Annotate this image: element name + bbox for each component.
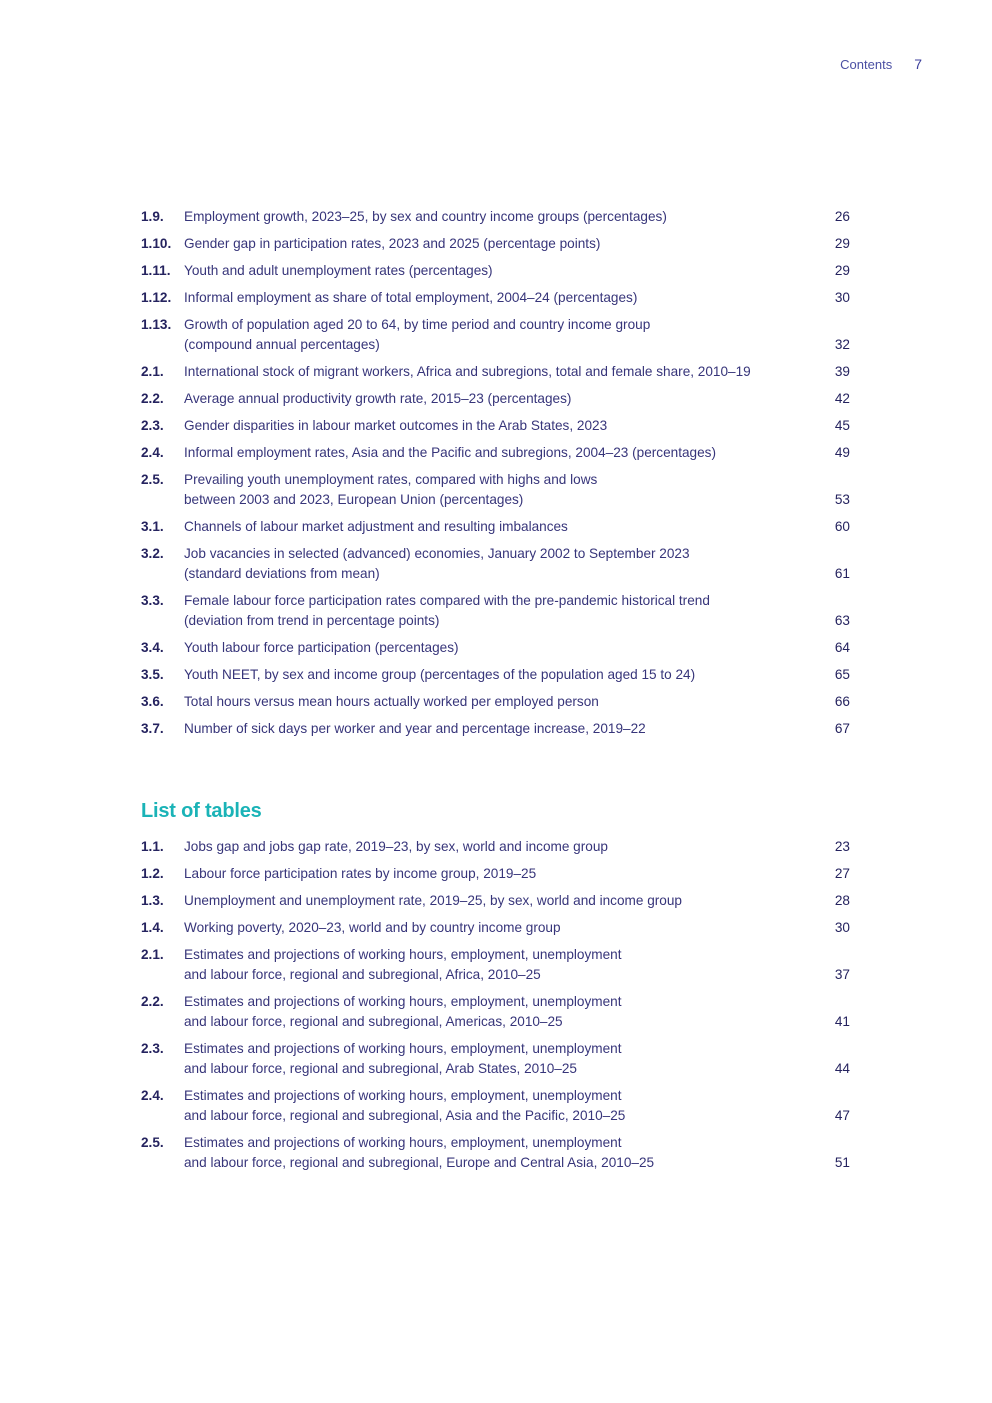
table-title-line: and labour force, regional and subregional, Arab States, 2010–25 xyxy=(184,1061,577,1076)
table-number: 1.1. xyxy=(141,839,164,854)
figure-number: 2.3. xyxy=(141,418,164,433)
figure-entry[interactable] xyxy=(141,416,851,436)
table-title-line: Estimates and projections of working hours, employment, unemployment xyxy=(184,947,622,962)
figure-title xyxy=(184,719,814,739)
table-number: 2.2. xyxy=(141,994,164,1009)
figure-number: 2.1. xyxy=(141,364,164,379)
figure-page-number: 49 xyxy=(834,445,850,460)
figure-title xyxy=(184,638,814,658)
figure-title-line: Informal employment rates, Asia and the Pacific and subregions, 2004–23 (percentages) xyxy=(184,445,716,460)
header-section-label: Contents xyxy=(840,57,893,72)
figure-title-line: International stock of migrant workers, Africa and subregions, total and female share, 2010–19 xyxy=(184,364,751,379)
table-title xyxy=(184,891,814,911)
figure-entry[interactable] xyxy=(141,261,851,281)
figure-number: 3.5. xyxy=(141,667,164,682)
figure-number: 3.3. xyxy=(141,593,164,608)
figure-number: 3.2. xyxy=(141,546,164,561)
figure-title xyxy=(184,517,814,537)
figure-title xyxy=(184,416,814,436)
figure-entry[interactable] xyxy=(141,234,851,254)
table-number: 1.2. xyxy=(141,866,164,881)
figure-number: 1.9. xyxy=(141,209,164,224)
list-of-figures xyxy=(141,207,851,746)
table-number: 2.4. xyxy=(141,1088,164,1103)
figure-title xyxy=(184,591,814,631)
table-entry[interactable] xyxy=(141,1133,851,1173)
figure-page-number: 29 xyxy=(834,236,850,251)
figure-page-number: 30 xyxy=(834,290,850,305)
figure-entry[interactable] xyxy=(141,719,851,739)
figure-entry[interactable] xyxy=(141,443,851,463)
table-page-number: 44 xyxy=(834,1061,850,1076)
figure-number: 3.4. xyxy=(141,640,164,655)
table-entry[interactable] xyxy=(141,945,851,985)
figure-title xyxy=(184,288,814,308)
table-number: 2.1. xyxy=(141,947,164,962)
figure-number: 2.5. xyxy=(141,472,164,487)
figure-title-line: Growth of population aged 20 to 64, by time period and country income group xyxy=(184,317,651,332)
table-title-line: Unemployment and unemployment rate, 2019–25, by sex, world and income group xyxy=(184,893,682,908)
figure-page-number: 32 xyxy=(834,337,850,352)
figure-title xyxy=(184,470,814,510)
table-title-line: Estimates and projections of working hours, employment, unemployment xyxy=(184,1088,622,1103)
tables-heading: List of tables xyxy=(141,800,262,822)
figure-title-line: Gender disparities in labour market outcomes in the Arab States, 2023 xyxy=(184,418,608,433)
running-header xyxy=(840,56,922,72)
figure-entry[interactable] xyxy=(141,692,851,712)
table-title-line: Working poverty, 2020–23, world and by country income group xyxy=(184,920,561,935)
figure-number: 3.7. xyxy=(141,721,164,736)
figure-entry[interactable] xyxy=(141,517,851,537)
figure-entry[interactable] xyxy=(141,288,851,308)
figure-number: 1.10. xyxy=(141,236,172,251)
figure-page-number: 29 xyxy=(834,263,850,278)
figure-page-number: 65 xyxy=(834,667,850,682)
figure-title xyxy=(184,234,814,254)
table-title-line: and labour force, regional and subregional, Europe and Central Asia, 2010–25 xyxy=(184,1155,655,1170)
table-entry[interactable] xyxy=(141,837,851,857)
table-title-line: Estimates and projections of working hours, employment, unemployment xyxy=(184,994,622,1009)
table-title xyxy=(184,945,814,985)
figure-number: 3.1. xyxy=(141,519,164,534)
figure-entry[interactable] xyxy=(141,389,851,409)
table-entry[interactable] xyxy=(141,918,851,938)
figure-page-number: 64 xyxy=(834,640,850,655)
table-entry[interactable] xyxy=(141,992,851,1032)
figure-page-number: 67 xyxy=(834,721,850,736)
table-page-number: 37 xyxy=(834,967,850,982)
figure-title-line: Job vacancies in selected (advanced) economies, January 2002 to September 2023 xyxy=(184,546,690,561)
table-page-number: 23 xyxy=(834,839,850,854)
figure-title-line: Youth labour force participation (percentages) xyxy=(184,640,459,655)
figure-title-line: between 2003 and 2023, European Union (percentages) xyxy=(184,492,524,507)
table-title xyxy=(184,837,814,857)
figure-title xyxy=(184,315,814,355)
figure-title-line: Channels of labour market adjustment and resulting imbalances xyxy=(184,519,568,534)
figure-title-line: Average annual productivity growth rate, 2015–23 (percentages) xyxy=(184,391,572,406)
table-title xyxy=(184,918,814,938)
figure-page-number: 42 xyxy=(834,391,850,406)
figure-title-line: Prevailing youth unemployment rates, compared with highs and lows xyxy=(184,472,598,487)
table-title-line: and labour force, regional and subregional, Africa, 2010–25 xyxy=(184,967,541,982)
figure-title-line: Youth and adult unemployment rates (percentages) xyxy=(184,263,493,278)
table-title xyxy=(184,864,814,884)
figure-page-number: 53 xyxy=(834,492,850,507)
table-entry[interactable] xyxy=(141,1039,851,1079)
figure-title-line: Total hours versus mean hours actually worked per employed person xyxy=(184,694,599,709)
figure-title-line: (compound annual percentages) xyxy=(184,337,380,352)
table-title-line: Estimates and projections of working hours, employment, unemployment xyxy=(184,1041,622,1056)
figure-entry[interactable] xyxy=(141,665,851,685)
figure-title xyxy=(184,665,814,685)
table-title xyxy=(184,992,814,1032)
table-page-number: 51 xyxy=(834,1155,850,1170)
table-title-line: Labour force participation rates by income group, 2019–25 xyxy=(184,866,537,881)
table-title-line: Estimates and projections of working hours, employment, unemployment xyxy=(184,1135,622,1150)
table-page-number: 41 xyxy=(834,1014,850,1029)
table-title xyxy=(184,1133,814,1173)
figure-title-line: Female labour force participation rates compared with the pre-pandemic historical trend xyxy=(184,593,710,608)
figure-page-number: 66 xyxy=(834,694,850,709)
figure-title xyxy=(184,692,814,712)
figure-entry[interactable] xyxy=(141,638,851,658)
figure-title xyxy=(184,261,814,281)
figure-number: 2.4. xyxy=(141,445,164,460)
figure-number: 3.6. xyxy=(141,694,164,709)
table-title-line: and labour force, regional and subregional, Asia and the Pacific, 2010–25 xyxy=(184,1108,626,1123)
figure-title-line: (standard deviations from mean) xyxy=(184,566,380,581)
figure-page-number: 45 xyxy=(834,418,850,433)
figure-entry[interactable] xyxy=(141,207,851,227)
figure-title-line: Youth NEET, by sex and income group (percentages of the population aged 15 to 24) xyxy=(184,667,696,682)
table-page-number: 28 xyxy=(834,893,850,908)
figure-title xyxy=(184,362,814,382)
figure-title xyxy=(184,389,814,409)
table-entry[interactable] xyxy=(141,864,851,884)
table-entry[interactable] xyxy=(141,1086,851,1126)
table-number: 2.3. xyxy=(141,1041,164,1056)
table-title-line: and labour force, regional and subregional, Americas, 2010–25 xyxy=(184,1014,563,1029)
figure-title xyxy=(184,544,814,584)
table-title-line: Jobs gap and jobs gap rate, 2019–23, by sex, world and income group xyxy=(184,839,608,854)
table-page-number: 27 xyxy=(834,866,850,881)
list-of-tables xyxy=(141,837,851,1180)
table-title xyxy=(184,1086,814,1126)
figure-page-number: 60 xyxy=(834,519,850,534)
table-number: 1.3. xyxy=(141,893,164,908)
figure-entry[interactable] xyxy=(141,315,851,355)
table-page-number: 47 xyxy=(834,1108,850,1123)
table-number: 2.5. xyxy=(141,1135,164,1150)
figure-title-line: Number of sick days per worker and year and percentage increase, 2019–22 xyxy=(184,721,646,736)
figure-page-number: 39 xyxy=(834,364,850,379)
table-number: 1.4. xyxy=(141,920,164,935)
figure-page-number: 61 xyxy=(834,566,850,581)
figure-title xyxy=(184,207,814,227)
table-title xyxy=(184,1039,814,1079)
figure-page-number: 63 xyxy=(834,613,850,628)
figure-title-line: (deviation from trend in percentage points) xyxy=(184,613,440,628)
figure-number: 2.2. xyxy=(141,391,164,406)
figure-entry[interactable] xyxy=(141,362,851,382)
figure-entry[interactable] xyxy=(141,544,851,584)
figure-title-line: Gender gap in participation rates, 2023 and 2025 (percentage points) xyxy=(184,236,601,251)
figure-entry[interactable] xyxy=(141,470,851,510)
table-entry[interactable] xyxy=(141,891,851,911)
figure-number: 1.12. xyxy=(141,290,172,305)
figure-title-line: Informal employment as share of total employment, 2004–24 (percentages) xyxy=(184,290,638,305)
header-page-number: 7 xyxy=(914,56,922,72)
figure-page-number: 26 xyxy=(834,209,850,224)
table-page-number: 30 xyxy=(834,920,850,935)
figure-title xyxy=(184,443,814,463)
figure-title-line: Employment growth, 2023–25, by sex and country income groups (percentages) xyxy=(184,209,667,224)
figure-number: 1.13. xyxy=(141,317,172,332)
figure-entry[interactable] xyxy=(141,591,851,631)
figure-number: 1.11. xyxy=(141,263,171,278)
